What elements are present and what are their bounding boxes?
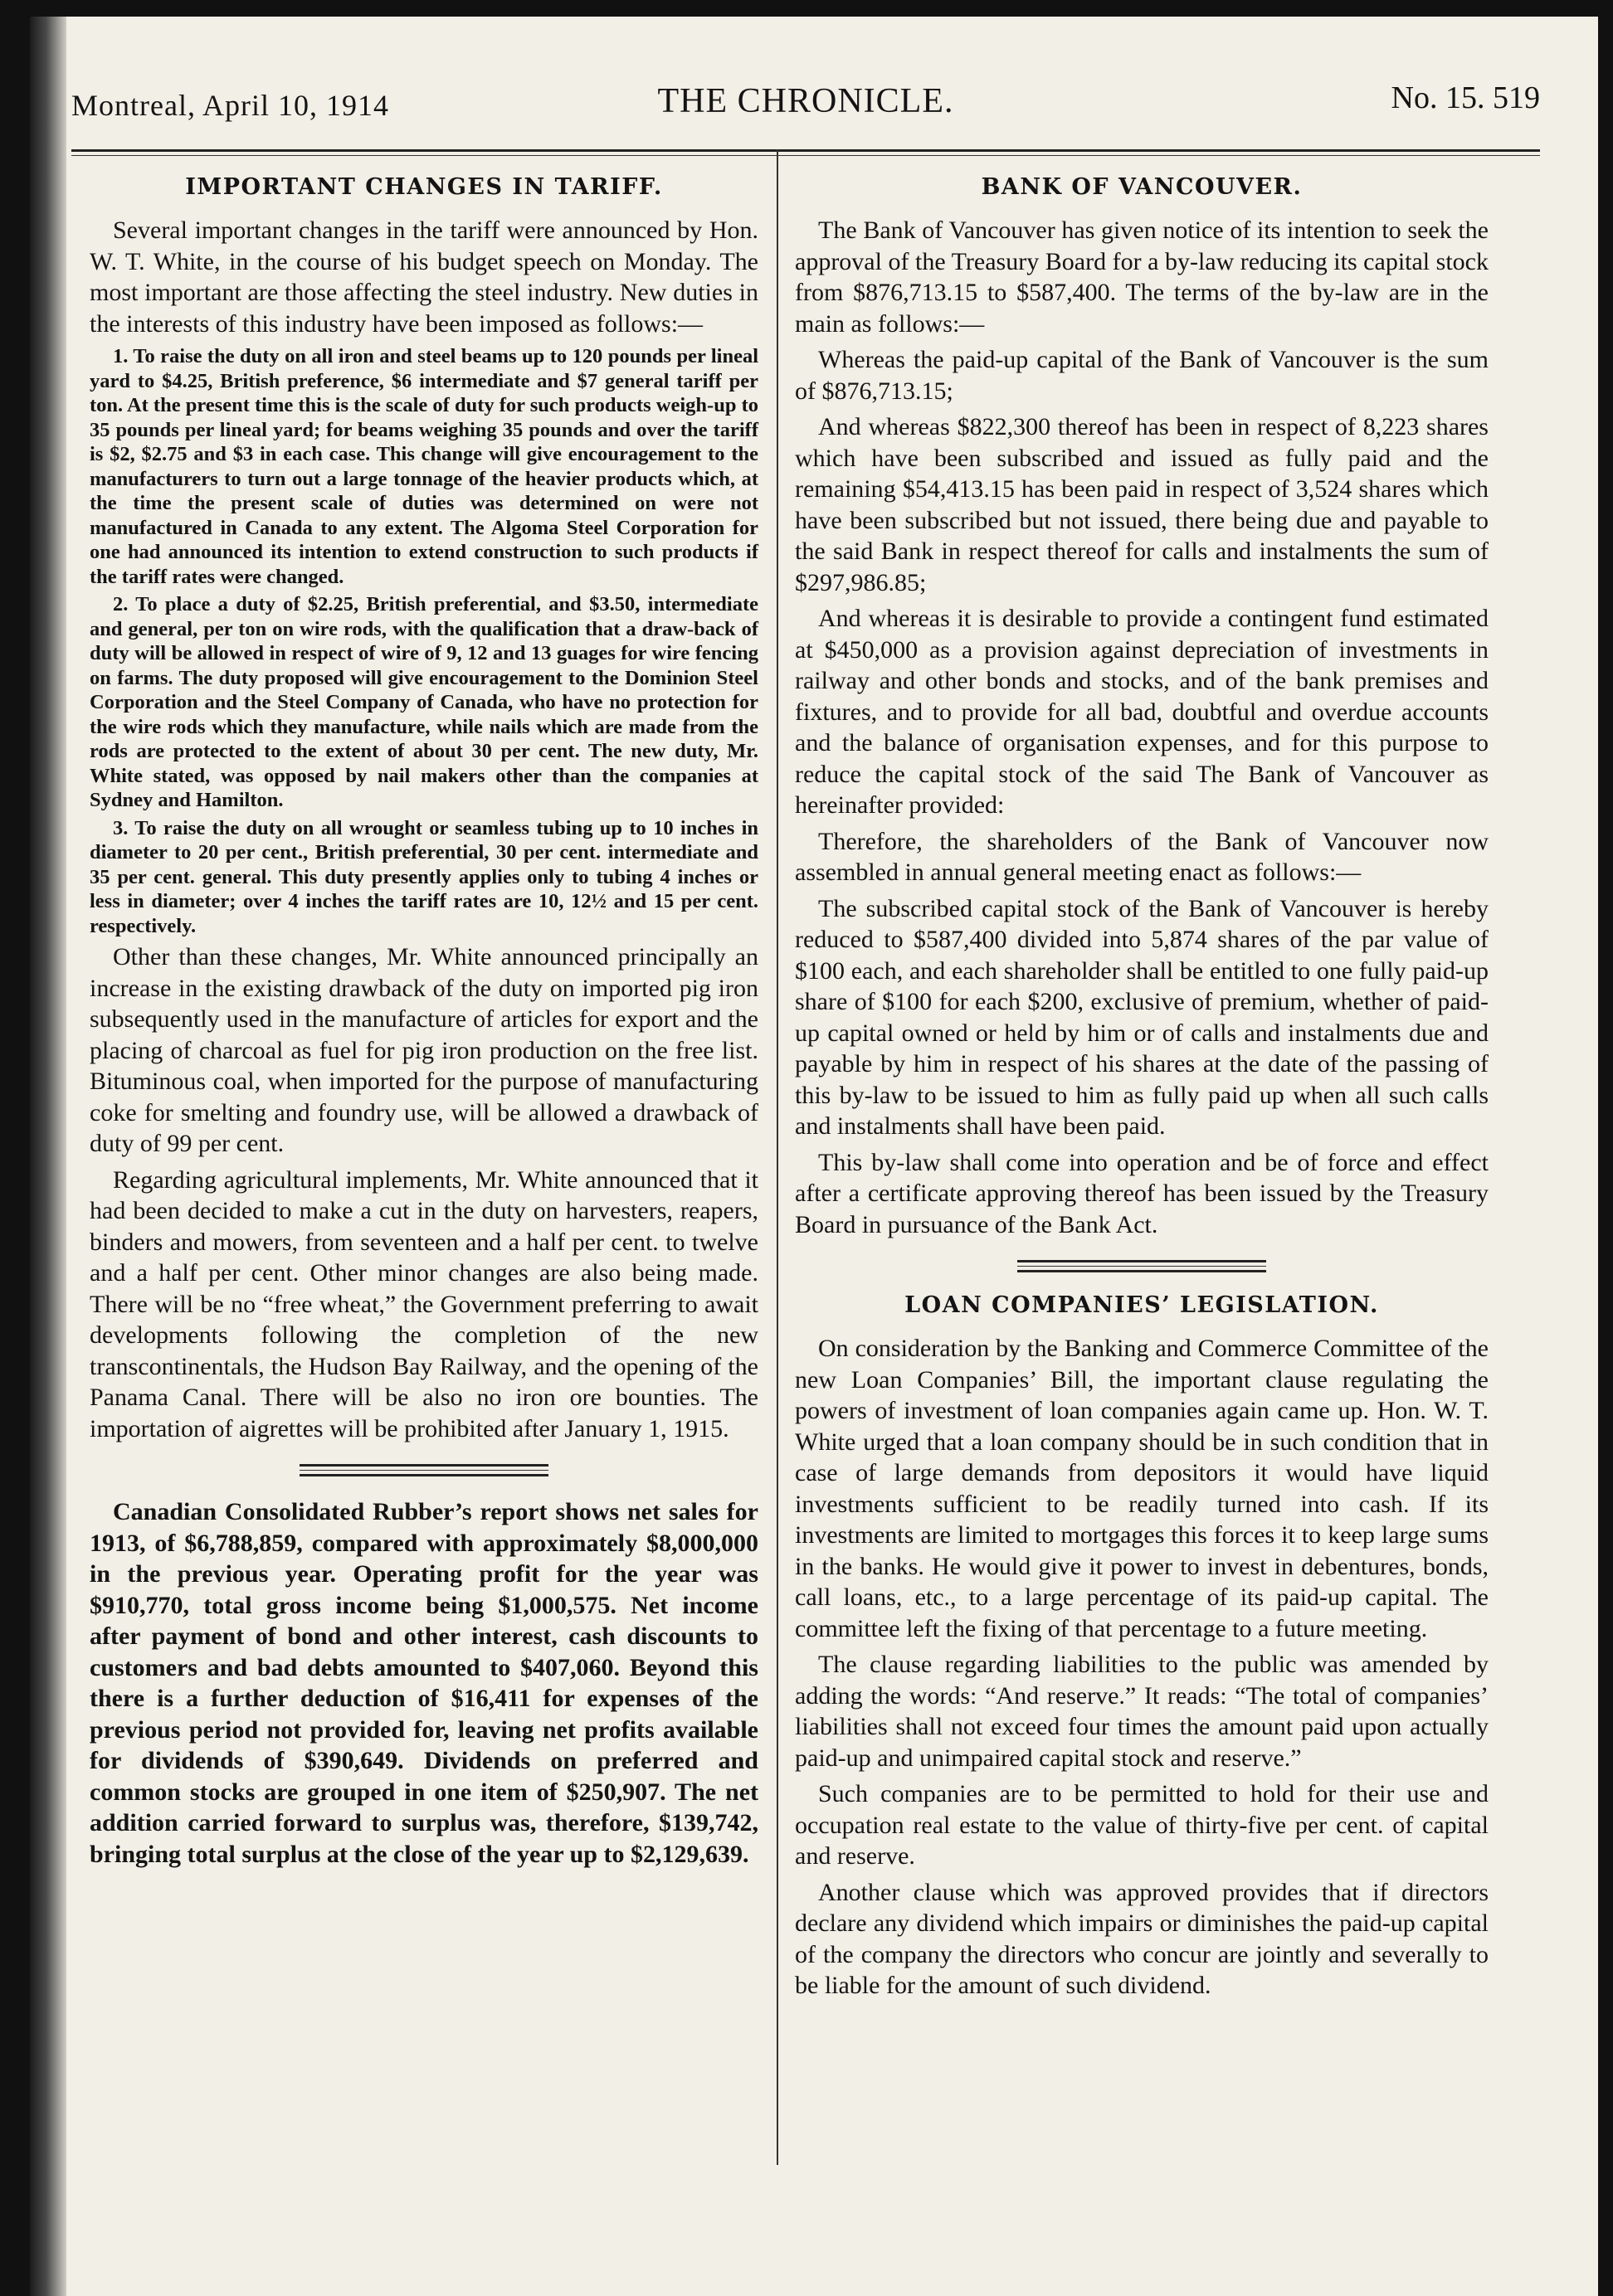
page-number: No. 15. 519 [1391, 80, 1540, 115]
vancouver-paragraph: And whereas it is desirable to provide a contingent fund estimated at $450,000 as a provision against depreciation of investments in railway and other bonds and stocks, and of the bank premises and fixtures, and to provide for all bad, doubtful and overdue accounts and the balance of organisation expenses, and for this purpose to reduce the capital stock of the said The Bank of Vancouver as hereinafter provided: [795, 605, 1489, 819]
rubber-report-paragraph: Canadian Consolidated Rubber’s report shows net sales for 1913, of $6,788,859, compared with approximately $8,000,000 in the previous year. Operating profit for the year was $910,770, total gross income being $1,000,575. Net income after payment of bond and other interest, cash discounts to customers and bad debts amounted to $407,060. Beyond this there is a further deduction of $16,411 for expenses of the previous period not provided for, leaving net profits available for dividends of $390,649. Dividends on preferred and common stocks are grouped in one item of $250,907. The net addition carried forward to surplus was, therefore, $139,742, bringing total surplus at the close of the year up to $2,129,639. [90, 1498, 758, 1868]
vancouver-paragraph: Whereas the paid-up capital of the Bank of Vancouver is the sum of $876,713.15; [795, 346, 1489, 405]
tariff-item-2: 2. To place a duty of $2.25, British preferential, and $3.50, intermediate and general, per ton on wire rods, with the qualification that a draw-back of duty will be allowed in respect of wire of 9, 12 and 13 guages for wire fencing on farms. The duty proposed will give encouragement to the Dominion Steel Corporation and the Steel Company of Canada, who have no protection for the wire rods which they manufacture, while nails which are made from the rods are protected to the extent of about 30 per cent. The new duty, Mr. White stated, was opposed by nail makers other than the companies at Sydney and Hamilton. [90, 593, 758, 811]
publication-title: THE CHRONICLE. [657, 82, 954, 120]
column-divider [777, 149, 778, 2165]
header-rule-thin [71, 155, 1540, 156]
tariff-item-1: 1. To raise the duty on all iron and steel beams up to 120 pounds per lineal yard to $4.25, British preference, $6 intermediate and $7 general tariff per ton. At the present time this is the scale of duty for such products weigh-up to 35 pounds per lineal yard; for beams weighing 35 pounds and over the tariff is $2, $2.75 and $3 in each case. This change will give encouragement to the manufacturers to turn out a large tonnage of the heavier products which, at the time the present scale of duties was determined on were not manufactured in Canada to any extent. The Algoma Steel Corporation for one had announced its intention to extend construction to such products if the tariff rates were changed. [90, 345, 758, 588]
section-separator [1017, 1260, 1266, 1272]
loan-paragraph: Another clause which was approved provides that if directors declare any dividend which impairs or diminishes the paid-up capital of the company the directors who concur are jointly and severally to be liable for the amount of such dividend. [795, 1878, 1489, 1999]
vancouver-paragraph: This by-law shall come into operation and be of force and effect after a certificate approving thereof has been issued by the Treasury Board in pursuance of the Bank Act. [795, 1148, 1489, 1238]
loan-paragraph: On consideration by the Banking and Commerce Committee of the new Loan Companies’ Bill, the important clause regulating the powers of investment of loan companies again came up. Hon. W. T. White urged that a loan company should be in such condition that in case of large demands from depositors it would have liquid investments sufficient to be readily turned into cash. If its investments are limited to mortgages this forces it to keep large sums in the banks. He would give it power to invest in debentures, bonds, call loans, etc., to a large percentage of its paid-up capital. The committee left the fixing of that percentage to a future meeting. [795, 1335, 1489, 1642]
loan-paragraph: The clause regarding liabilities to the public was amended by adding the words: “And reserve.” It reads: “The total of companies’ liabilities shall not exceed four times the amount paid upon actually paid-up and unimpaired capital stock and reserve.” [795, 1651, 1489, 1772]
tariff-item-3: 3. To raise the duty on all wrought or seamless tubing up to 10 inches in diameter to 20 per cent., British preferential, 30 per cent. intermediate and 35 per cent. general. This duty presently applies only to tubing 4 inches or less in diameter; over 4 inches the tariff rates are 10, 12½ and 15 per cent. respectively. [90, 816, 758, 937]
section-separator [300, 1464, 548, 1476]
vancouver-paragraph: Therefore, the shareholders of the Bank of Vancouver now assembled in annual general meeting enact as follows:— [795, 827, 1489, 886]
binding-shadow [30, 17, 66, 2296]
loan-heading: LOAN COMPANIES’ LEGISLATION. [904, 1292, 1379, 1318]
right-column [795, 174, 1489, 2007]
header-rule [71, 149, 1540, 152]
vancouver-heading: BANK OF VANCOUVER. [981, 174, 1303, 200]
loan-paragraph: Such companies are to be permitted to hold for their use and occupation real estate to the value of thirty-five per cent. of capital and reserve. [795, 1780, 1489, 1870]
newspaper-page [30, 17, 1598, 2296]
dateline: Montreal, April 10, 1914 [71, 89, 389, 122]
vancouver-paragraph: The Bank of Vancouver has given notice of its intention to seek the approval of the Treasury Board for a by-law reducing its capital stock from $876,713.15 to $587,400. The terms of the by-law are in the main as follows:— [795, 216, 1489, 338]
vancouver-paragraph: The subscribed capital stock of the Bank of Vancouver is hereby reduced to $587,400 divided into 5,874 shares of the par value of $100 each, and each shareholder shall be entitled to one fully paid-up share of $100 for each $200, exclusive of premium, whether of paid-up capital owned or held by him or of calls and instalments due and payable by him in respect of his shares at the date of the passing of this by-law to be issued to him as fully paid up when all such calls and instalments shall have been paid. [795, 894, 1489, 1140]
tariff-intro: Several important changes in the tariff were announced by Hon. W. T. White, in the course of his budget speech on Monday. The most important are those affecting the steel industry. New duties in the interests of this industry have been imposed as follows:— [90, 216, 758, 338]
page-header [71, 66, 1540, 141]
left-column [90, 174, 758, 1870]
tariff-heading: IMPORTANT CHANGES IN TARIFF. [185, 174, 663, 200]
vancouver-paragraph: And whereas $822,300 thereof has been in respect of 8,223 shares which have been subscribed and issued as fully paid and the remaining $54,413.15 has been paid in respect of 3,524 shares which have been subscribed but not issued, there being due and payable to the said Bank in respect thereof for calls and instalments the sum of $297,986.85; [795, 413, 1489, 596]
tariff-agricultural-paragraph: Regarding agricultural implements, Mr. White announced that it had been decided to make a cut in the duty on harvesters, reapers, binders and mowers, from seventeen and a half per cent. to twelve and a half per cent. Other minor changes are also being made. There will be no “free wheat,” the Government preferring to await developments following the completion of the new transcontinentals, the Hudson Bay Railway, and the opening of the Panama Canal. There will be also no iron ore bounties. The importation of aigrettes will be prohibited after January 1, 1915. [90, 1165, 758, 1442]
tariff-drawback-paragraph: Other than these changes, Mr. White announced principally an increase in the existing drawback of the duty on imported pig iron subsequently used in the manufacture of articles for export and the placing of charcoal as fuel for pig iron production on the free list. Bituminous coal, when imported for the purpose of manufacturing coke for smelting and foundry use, will be allowed a drawback of duty of 99 per cent. [90, 943, 758, 1157]
